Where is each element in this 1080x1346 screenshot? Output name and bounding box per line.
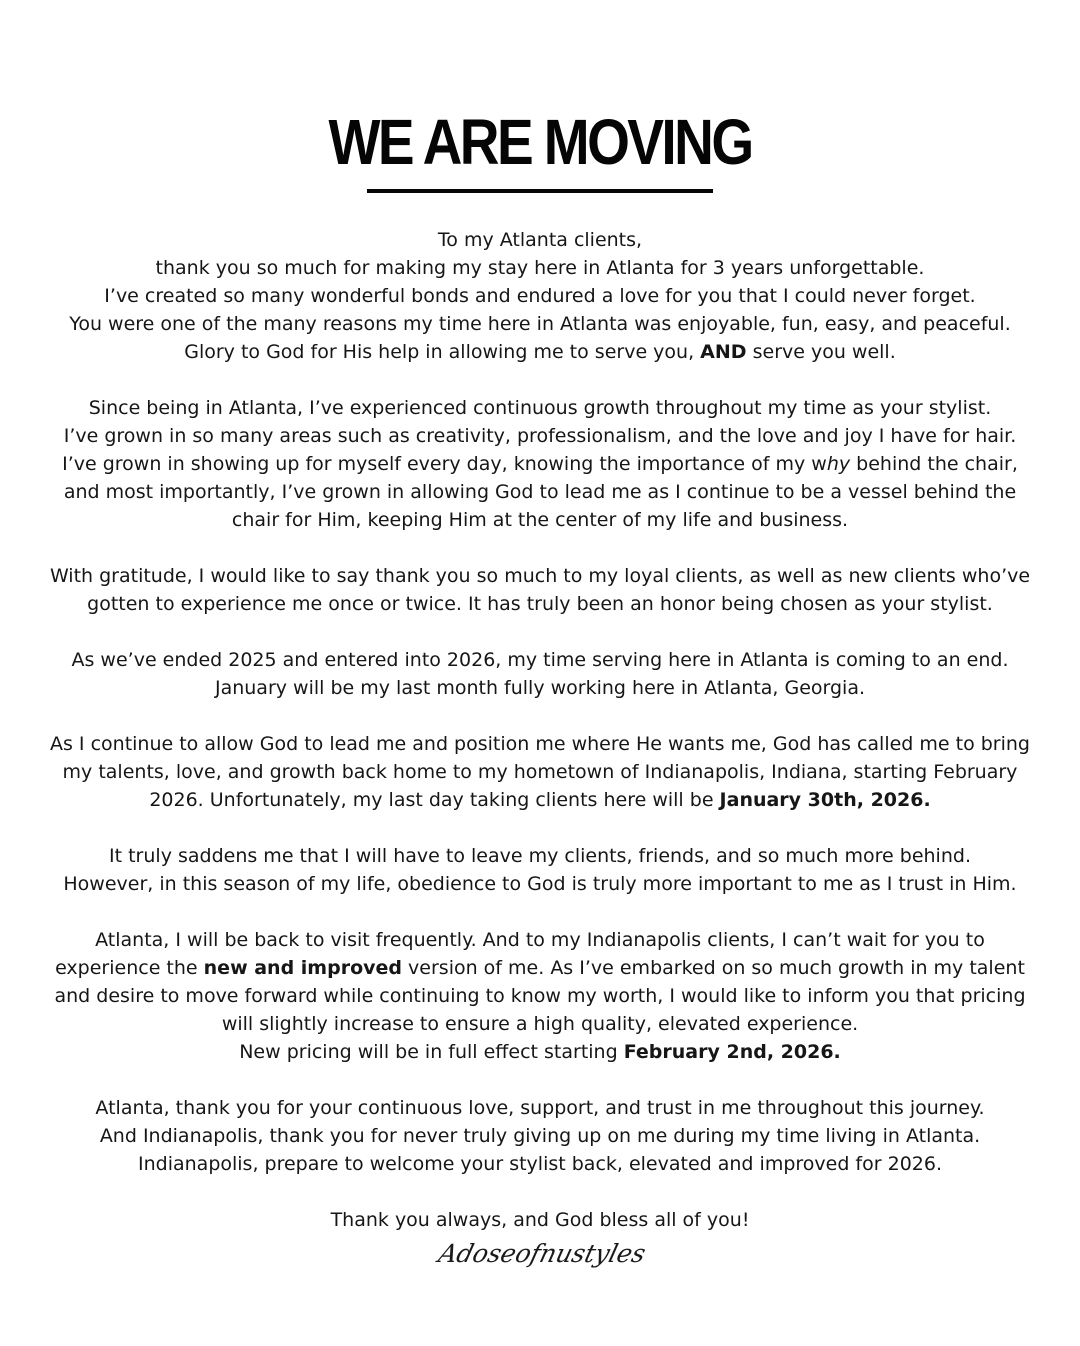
paragraph-relocation	[20, 730, 1060, 814]
letter-body	[20, 226, 1060, 1262]
paragraph-ending	[20, 646, 1060, 702]
text-line: my talents, love, and growth back home to my hometown of Indianapolis, Indiana, starting February	[62, 761, 1018, 783]
text-line: Indianapolis, prepare to welcome your stylist back, elevated and improved for 2026.	[138, 1153, 942, 1175]
paragraph-pricing	[20, 926, 1060, 1066]
title-underline	[367, 189, 713, 193]
pricing-effective-date: February 2nd, 2026.	[623, 1041, 841, 1063]
text-line: and most importantly, I’ve grown in allowing God to lead me as I continue to be a vessel behind the	[63, 481, 1017, 503]
text-line: January will be my last month fully working here in Atlanta, Georgia.	[214, 677, 866, 699]
text-line: Since being in Atlanta, I’ve experienced continuous growth throughout my time as your stylist.	[88, 397, 992, 419]
emphasis-text: new and improved	[203, 957, 403, 979]
text-line: 2026. Unfortunately, my last day taking clients here will be January 30th, 2026.	[149, 789, 931, 811]
paragraph-gratitude	[20, 562, 1060, 618]
paragraph-greeting	[20, 226, 1060, 366]
text-line: will slightly increase to ensure a high quality, elevated experience.	[221, 1013, 859, 1035]
text-line: Atlanta, I will be back to visit frequently. And to my Indianapolis clients, I can’t wait for you to	[95, 929, 985, 951]
text-line: experience the new and improved version of me. As I’ve embarked on so much growth in my talent	[55, 957, 1025, 979]
text-line: Glory to God for His help in allowing me to serve you, AND serve you well.	[184, 341, 896, 363]
text-line: New pricing will be in full effect starting February 2nd, 2026.	[239, 1041, 841, 1063]
paragraph-farewell	[20, 1094, 1060, 1178]
handwritten-signature	[0, 1234, 1080, 1274]
text-line: I’ve created so many wonderful bonds and endured a love for you that I could never forget.	[104, 285, 976, 307]
text-line: It truly saddens me that I will have to leave my clients, friends, and so much more behind.	[109, 845, 971, 867]
emphasis-text: AND	[700, 341, 747, 363]
text-line: chair for Him, keeping Him at the center of my life and business.	[231, 509, 849, 531]
text-line: You were one of the many reasons my time here in Atlanta was enjoyable, fun, easy, and peaceful.	[69, 313, 1011, 335]
page-title: WE ARE MOVING	[328, 106, 752, 178]
italic-text: hy	[826, 453, 851, 475]
text-line: I’ve grown in so many areas such as creativity, professionalism, and the love and joy I have for hair.	[63, 425, 1017, 447]
text-line: gotten to experience me once or twice. It has truly been an honor being chosen as your stylist.	[87, 593, 993, 615]
text-line: As I continue to allow God to lead me and position me where He wants me, God has called me to bring	[50, 733, 1030, 755]
text-line: Atlanta, thank you for your continuous love, support, and trust in me throughout this journey.	[95, 1097, 985, 1119]
text-line: and desire to move forward while continuing to know my worth, I would like to inform you that pricing	[54, 985, 1026, 1007]
text-line: With gratitude, I would like to say thank you so much to my loyal clients, as well as new clients who’ve	[49, 565, 1031, 587]
text-line: To my Atlanta clients,	[437, 229, 643, 251]
text-line: I’ve grown in showing up for myself every day, knowing the importance of my why behind the chair,	[62, 453, 1018, 475]
text-line: Thank you always, and God bless all of you!	[330, 1209, 750, 1231]
text-line: thank you so much for making my stay here in Atlanta for 3 years unforgettable.	[155, 257, 925, 279]
signature-text: Adoseofnustyles	[435, 1238, 649, 1268]
paragraph-closing	[20, 1206, 1060, 1234]
last-day-date: January 30th, 2026.	[719, 789, 931, 811]
text-line: And Indianapolis, thank you for never truly giving up on me during my time living in Atlanta.	[99, 1125, 981, 1147]
text-line: However, in this season of my life, obedience to God is truly more important to me as I trust in Him.	[63, 873, 1017, 895]
paragraph-growth	[20, 394, 1060, 534]
text-line: As we’ve ended 2025 and entered into 2026, my time serving here in Atlanta is coming to an end.	[71, 649, 1009, 671]
paragraph-obedience	[20, 842, 1060, 898]
